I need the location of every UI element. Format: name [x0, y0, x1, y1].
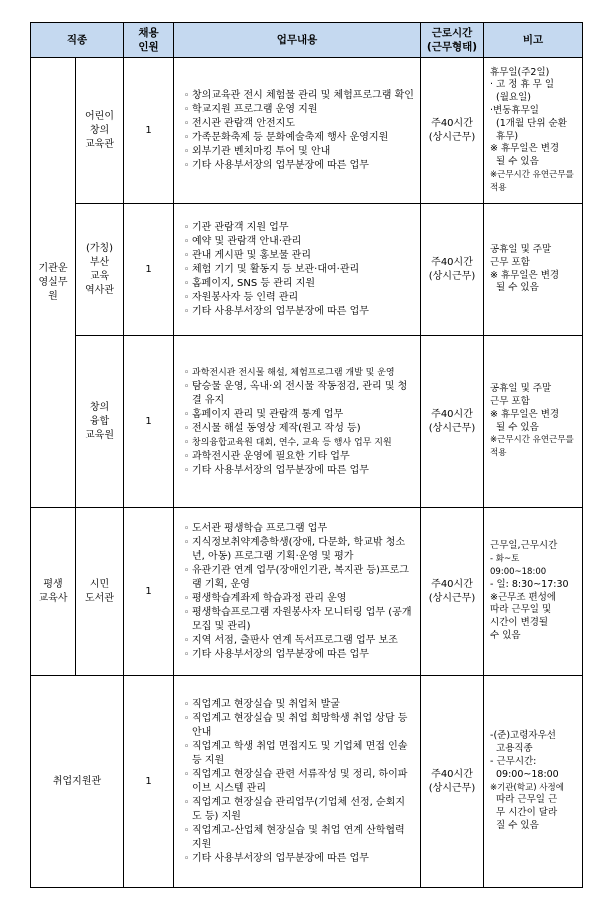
- hours-cell: 주40시간 (상시근무): [421, 204, 484, 336]
- remark-line: 수 있음: [490, 629, 521, 641]
- hours-cell: 주40시간 (상시근무): [421, 58, 484, 204]
- duty-item: ◦ 기타 사용부서장의 업무분장에 따른 업무: [184, 648, 414, 662]
- header-remarks: 비고: [484, 23, 583, 58]
- table-row: [31, 204, 583, 336]
- remarks-cell: [484, 58, 583, 204]
- duties-cell: [174, 676, 421, 888]
- remark-line: - 화~토 09:00~18:00: [490, 554, 547, 577]
- remark-line: 고용직종: [496, 743, 533, 755]
- remark-line: (1개월 단위 순환: [496, 117, 567, 129]
- remark-line: 공휴일 및 주말: [490, 243, 552, 255]
- remark-line: ※ 휴무일은 변경: [490, 143, 560, 155]
- place-cell: 창의 융합 교육원: [76, 336, 124, 508]
- remark-line: 근무 포함: [490, 256, 530, 268]
- duty-item: ◦ 과학전시관 운영에 필요한 기타 업무: [184, 450, 414, 464]
- duty-item: ◦ 학교지원 프로그램 운영 지원: [184, 103, 414, 117]
- header-row: [31, 23, 583, 58]
- remark-line: ·변동휴무일: [490, 104, 539, 116]
- duty-item: ◦ 지식정보취약계층학생(장애, 다문화, 학교밖 청소년, 아동) 프로그램 기획·운영 및 평가: [184, 536, 414, 564]
- duty-item: ◦ 평생학습프로그램 자원봉사자 모니터링 업무 (공개모집 및 관리): [184, 606, 414, 634]
- remark-line: ※기관(학교) 사정에: [490, 782, 564, 793]
- duty-item: ◦ 창의융합교육원 대회, 연수, 교육 등 행사 업무 지원: [184, 436, 414, 450]
- duty-item: ◦ 기관 관람객 지원 업무: [184, 221, 414, 235]
- header-hours: 근로시간 (근무형태): [421, 23, 484, 58]
- duty-item: ◦ 탐승물 운영, 옥내·외 전시물 작동점검, 관리 및 청결 유지: [184, 380, 414, 408]
- duty-item: ◦ 홈페이지, SNS 등 관리 지원: [184, 277, 414, 291]
- duty-item: ◦ 자원봉사자 등 인력 관리: [184, 291, 414, 305]
- remark-line: 따라 근무일 근: [496, 794, 558, 806]
- remark-line: 될 수 있음: [496, 282, 539, 294]
- remark-line: ※근무조 편성에: [490, 591, 557, 603]
- remarks-list: [484, 730, 582, 832]
- remarks-cell: [484, 204, 583, 336]
- duty-item: ◦ 홈페이지 관리 및 관람객 통계 업무: [184, 408, 414, 422]
- duty-item: ◦ 기타 사용부서장의 업무분장에 따른 업무: [184, 159, 414, 173]
- duties-cell: [174, 508, 421, 676]
- remark-line: 공휴일 및 주말: [490, 383, 552, 395]
- group-employment-support: 취업지원관: [31, 676, 124, 888]
- remarks-list: [484, 67, 582, 195]
- duty-item: ◦ 직업계고 현장실습 관련 서류작성 및 정리, 하이파이브 시스템 관리: [184, 768, 414, 796]
- duties-cell: [174, 336, 421, 508]
- headcount-cell: 1: [124, 676, 174, 888]
- duty-item: ◦ 전시물 해설 동영상 제작(원고 작성 등): [184, 422, 414, 436]
- remark-line: -(준)고령자우선: [490, 730, 556, 742]
- duty-item: ◦ 기타 사용부서장의 업무분장에 따른 업무: [184, 852, 414, 866]
- hours-cell: 주40시간 (상시근무): [421, 336, 484, 508]
- duties-list: [174, 221, 420, 319]
- duty-item: ◦ 평생학습계좌제 학습과정 관리 운영: [184, 592, 414, 606]
- table-row: [31, 58, 583, 204]
- duty-item: ◦ 기타 사용부서장의 업무분장에 따른 업무: [184, 464, 414, 478]
- remark-line: (월요일): [496, 92, 531, 104]
- remark-line: ※근무시간 유연근무를 적용: [490, 169, 574, 193]
- duty-item: ◦ 관내 게시판 및 홍보물 관리: [184, 249, 414, 263]
- place-cell: (가칭) 부산 교육 역사관: [76, 204, 124, 336]
- remark-line: - 근무시간:: [490, 755, 537, 767]
- hours-cell: 주40시간 (상시근무): [421, 676, 484, 888]
- remark-line: 휴무): [496, 130, 519, 142]
- remark-line: 무 시간이 달라: [496, 807, 558, 819]
- remark-line: - 일: 8:30~17:30: [490, 578, 569, 590]
- header-duties: 업무내용: [174, 23, 421, 58]
- duty-item: ◦ 과학전시관 전시물 해설, 체험프로그램 개발 및 운영: [184, 366, 414, 380]
- remarks-cell: [484, 676, 583, 888]
- duty-item: ◦ 직업계고-산업체 현장실습 및 취업 연계 산학협력 지원: [184, 824, 414, 852]
- table-row: [31, 676, 583, 888]
- remark-line: 09:00~18:00: [496, 768, 559, 780]
- remark-line: 근무 포함: [490, 395, 530, 407]
- headcount-cell: 1: [124, 204, 174, 336]
- hours-cell: 주40시간 (상시근무): [421, 508, 484, 676]
- headcount-cell: 1: [124, 58, 174, 204]
- remark-line: 따라 근무일 및: [490, 604, 552, 616]
- remark-line: ※ 휴무일은 변경: [490, 269, 560, 281]
- duty-item: ◦ 도서관 평생학습 프로그램 업무: [184, 522, 414, 536]
- remark-line: ※근무시간 유연근무를 적용: [490, 435, 574, 459]
- table-row: [31, 508, 583, 676]
- duty-item: ◦ 체험 기기 및 활동지 등 보관·대여·관리: [184, 263, 414, 277]
- duty-item: ◦ 전시관 관람객 안전지도: [184, 117, 414, 131]
- duties-list: [174, 366, 420, 478]
- remarks-list: [484, 540, 582, 642]
- duty-item: ◦ 직업계고 현장실습 관리업무(기업체 선정, 순회지도 등) 지원: [184, 796, 414, 824]
- remark-line: 근무일,근무시간: [490, 540, 558, 552]
- remarks-cell: [484, 508, 583, 676]
- duties-cell: [174, 58, 421, 204]
- headcount-cell: 1: [124, 508, 174, 676]
- duty-item: ◦ 창의교육관 전시 체험물 관리 및 체험프로그램 확인: [184, 89, 414, 103]
- duties-list: [174, 522, 420, 662]
- table-row: [31, 336, 583, 508]
- remark-line: · 고 정 휴 무 일: [490, 79, 555, 91]
- duty-item: ◦ 예약 및 관람객 안내·관리: [184, 235, 414, 249]
- remark-line: 될 수 있음: [496, 421, 539, 433]
- headcount-cell: 1: [124, 336, 174, 508]
- header-headcount: 채용 인원: [124, 23, 174, 58]
- duties-list: [174, 89, 420, 173]
- duty-item: ◦ 직업계고 현장실습 및 취업처 발굴: [184, 698, 414, 712]
- place-cell: 어린이 창의 교육관: [76, 58, 124, 204]
- remark-line: 질 수 있음: [496, 819, 539, 831]
- duty-item: ◦ 직업계고 학생 취업 면접지도 및 기업체 면접 인솔 등 지원: [184, 740, 414, 768]
- group-lifelong-educator: 평생 교육사: [31, 508, 76, 676]
- duty-item: ◦ 기타 사용부서장의 업무분장에 따른 업무: [184, 305, 414, 319]
- duty-item: ◦ 유관기관 연계 업무(장애인기관, 복지관 등)프로그램 기획, 운영: [184, 564, 414, 592]
- remark-line: 시간이 변경될: [490, 617, 549, 629]
- remark-line: 될 수 있음: [496, 156, 539, 168]
- remark-line: ※ 휴무일은 변경: [490, 408, 560, 420]
- header-category: 직종: [31, 23, 124, 58]
- duty-item: ◦ 지역 서점, 출판사 연계 독서프로그램 업무 보조: [184, 634, 414, 648]
- duty-item: ◦ 직업계고 현장실습 및 취업 희망학생 취업 상담 등 안내: [184, 712, 414, 740]
- remarks-list: [484, 244, 582, 295]
- group-museum-staff: 기관운 영실무 원: [31, 58, 76, 508]
- remarks-cell: [484, 336, 583, 508]
- remark-line: 휴무일(주2일): [490, 66, 550, 78]
- place-cell: 시민 도서관: [76, 508, 124, 676]
- job-table: [30, 22, 583, 888]
- duty-item: ◦ 외부기관 벤치마킹 투어 및 안내: [184, 145, 414, 159]
- duty-item: ◦ 가족문화축제 등 문화예술축제 행사 운영지원: [184, 131, 414, 145]
- remarks-list: [484, 383, 582, 460]
- duties-list: [174, 698, 420, 866]
- duties-cell: [174, 204, 421, 336]
